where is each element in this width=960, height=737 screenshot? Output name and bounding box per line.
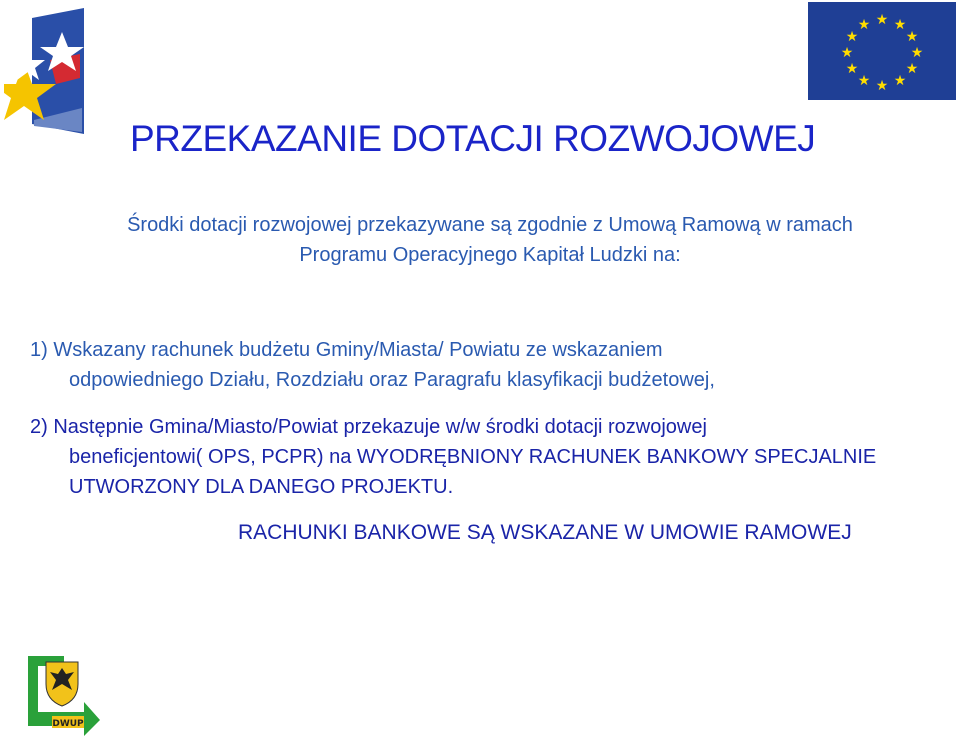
slide-title: PRZEKAZANIE DOTACJI ROZWOJOWEJ xyxy=(130,118,816,159)
list-item-1 xyxy=(30,335,950,395)
svg-text:★: ★ xyxy=(893,17,907,33)
svg-text:★: ★ xyxy=(845,29,859,45)
svg-text:★: ★ xyxy=(840,45,854,61)
svg-text:★: ★ xyxy=(875,12,889,28)
programme-logo xyxy=(4,8,90,136)
list-item-2-line-1: 2) Następnie Gmina/Miasto/Powiat przekazuje w/w środki dotacji rozwojowej xyxy=(30,416,707,438)
svg-text:★: ★ xyxy=(857,17,871,33)
list-item-2-line-2: beneficjentowi( OPS, PCPR) na WYODRĘBNIONY RACHUNEK BANKOWY SPECJALNIE xyxy=(69,446,877,468)
list-item-2-line-3: UTWORZONY DLA DANEGO PROJEKTU. xyxy=(69,476,454,498)
intro-text xyxy=(40,210,940,270)
svg-text:★: ★ xyxy=(905,29,919,45)
list-item-1-line-1: 1) Wskazany rachunek budżetu Gminy/Miasta/ Powiatu ze wskazaniem xyxy=(30,339,663,361)
svg-text:★: ★ xyxy=(857,73,871,89)
svg-text:★: ★ xyxy=(893,73,907,89)
svg-text:★: ★ xyxy=(845,61,859,77)
intro-line-1: Środki dotacji rozwojowej przekazywane są zgodnie z Umową Ramową w ramach xyxy=(127,214,853,236)
dwup-logo xyxy=(22,654,102,736)
intro-line-2: Programu Operacyjnego Kapitał Ludzki na: xyxy=(299,244,681,266)
svg-text:★: ★ xyxy=(905,61,919,77)
list-item-1-line-2: odpowiedniego Działu, Rozdziału oraz Paragrafu klasyfikacji budżetowej, xyxy=(69,369,715,391)
svg-text:★: ★ xyxy=(910,45,924,61)
dwup-text: DWUP xyxy=(52,719,84,729)
list-item-2 xyxy=(30,412,950,502)
svg-text:★: ★ xyxy=(875,78,889,94)
closing-note: RACHUNKI BANKOWE SĄ WSKAZANE W UMOWIE RAMOWEJ xyxy=(238,521,852,544)
eu-flag-icon xyxy=(808,2,956,100)
